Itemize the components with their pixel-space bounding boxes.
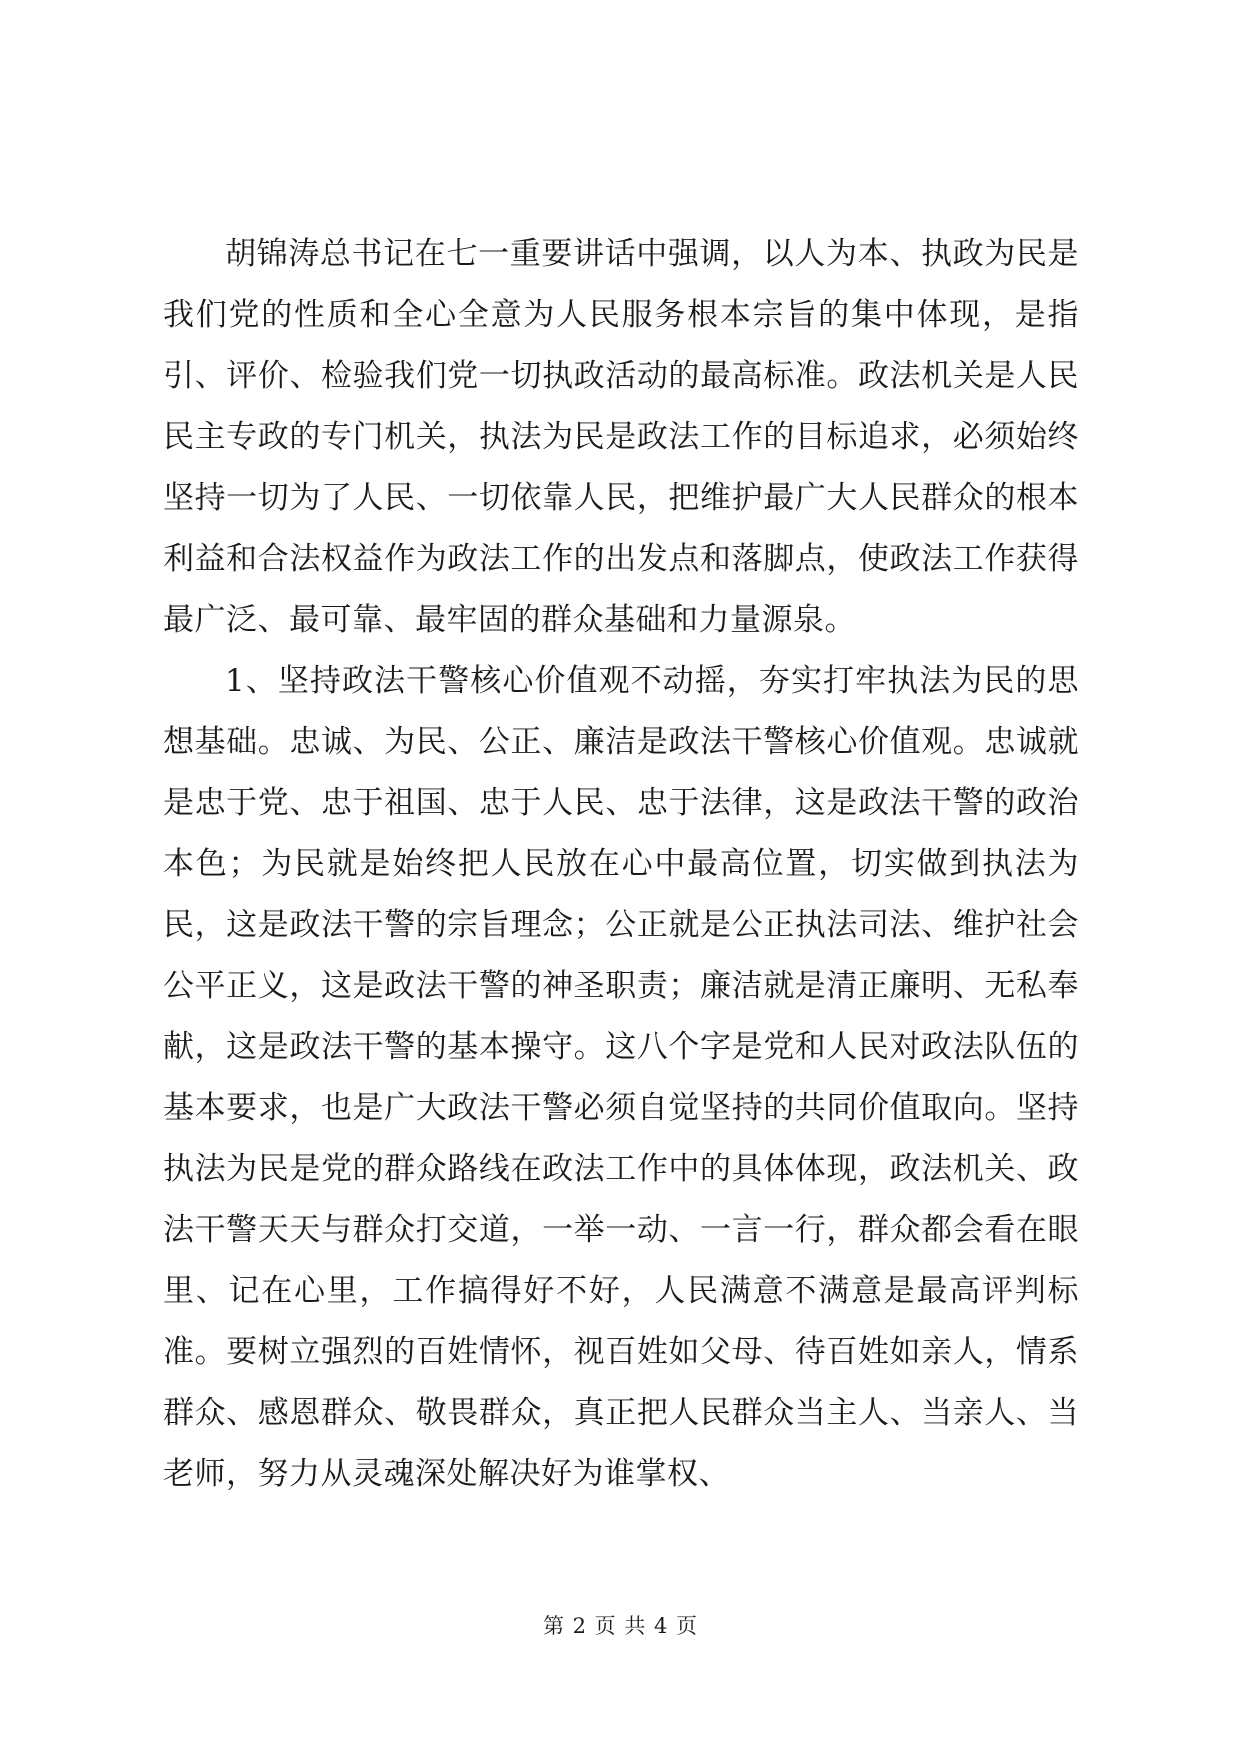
- paragraph-core-values: 1、坚持政法干警核心价值观不动摇，夯实打牢执法为民的思想基础。忠诚、为民、公正、廉洁是政法干警核心价值观。忠诚就是忠于党、忠于祖国、忠于人民、忠于法律，这是政法干警的政治本色；为民就是始终把人民放在心中最高位置，切实做到执法为民，这是政法干警的宗旨理念；公正就是公正执法司法、维护社会公平正义，这是政法干警的神圣职责；廉洁就是清正廉明、无私奉献，这是政法干警的基本操守。这八个字是党和人民对政法队伍的基本要求，也是广大政法干警必须自觉坚持的共同价值取向。坚持执法为民是党的群众路线在政法工作中的具体体现，政法机关、政法干警天天与群众打交道，一举一动、一言一行，群众都会看在眼里、记在心里，工作搞得好不好，人民满意不满意是最高评判标准。要树立强烈的百姓情怀，视百姓如父母、待百姓如亲人，情系群众、感恩群众、敬畏群众，真正把人民群众当主人、当亲人、当老师，努力从灵魂深处解决好为谁掌权、: [163, 663, 1079, 1492]
- body-text: [163, 224, 1079, 1505]
- paragraph-intro: 胡锦涛总书记在七一重要讲话中强调，以人为本、执政为民是我们党的性质和全心全意为人民服务根本宗旨的集中体现，是指引、评价、检验我们党一切执政活动的最高标准。政法机关是人民民主专政的专门机关，执法为民是政法工作的目标追求，必须始终坚持一切为了人民、一切依靠人民，把维护最广大人民群众的根本利益和合法权益作为政法工作的出发点和落脚点，使政法工作获得最广泛、最可靠、最牢固的群众基础和力量源泉。: [163, 236, 1079, 638]
- page-footer: 第 2 页 共 4 页: [542, 1614, 699, 1638]
